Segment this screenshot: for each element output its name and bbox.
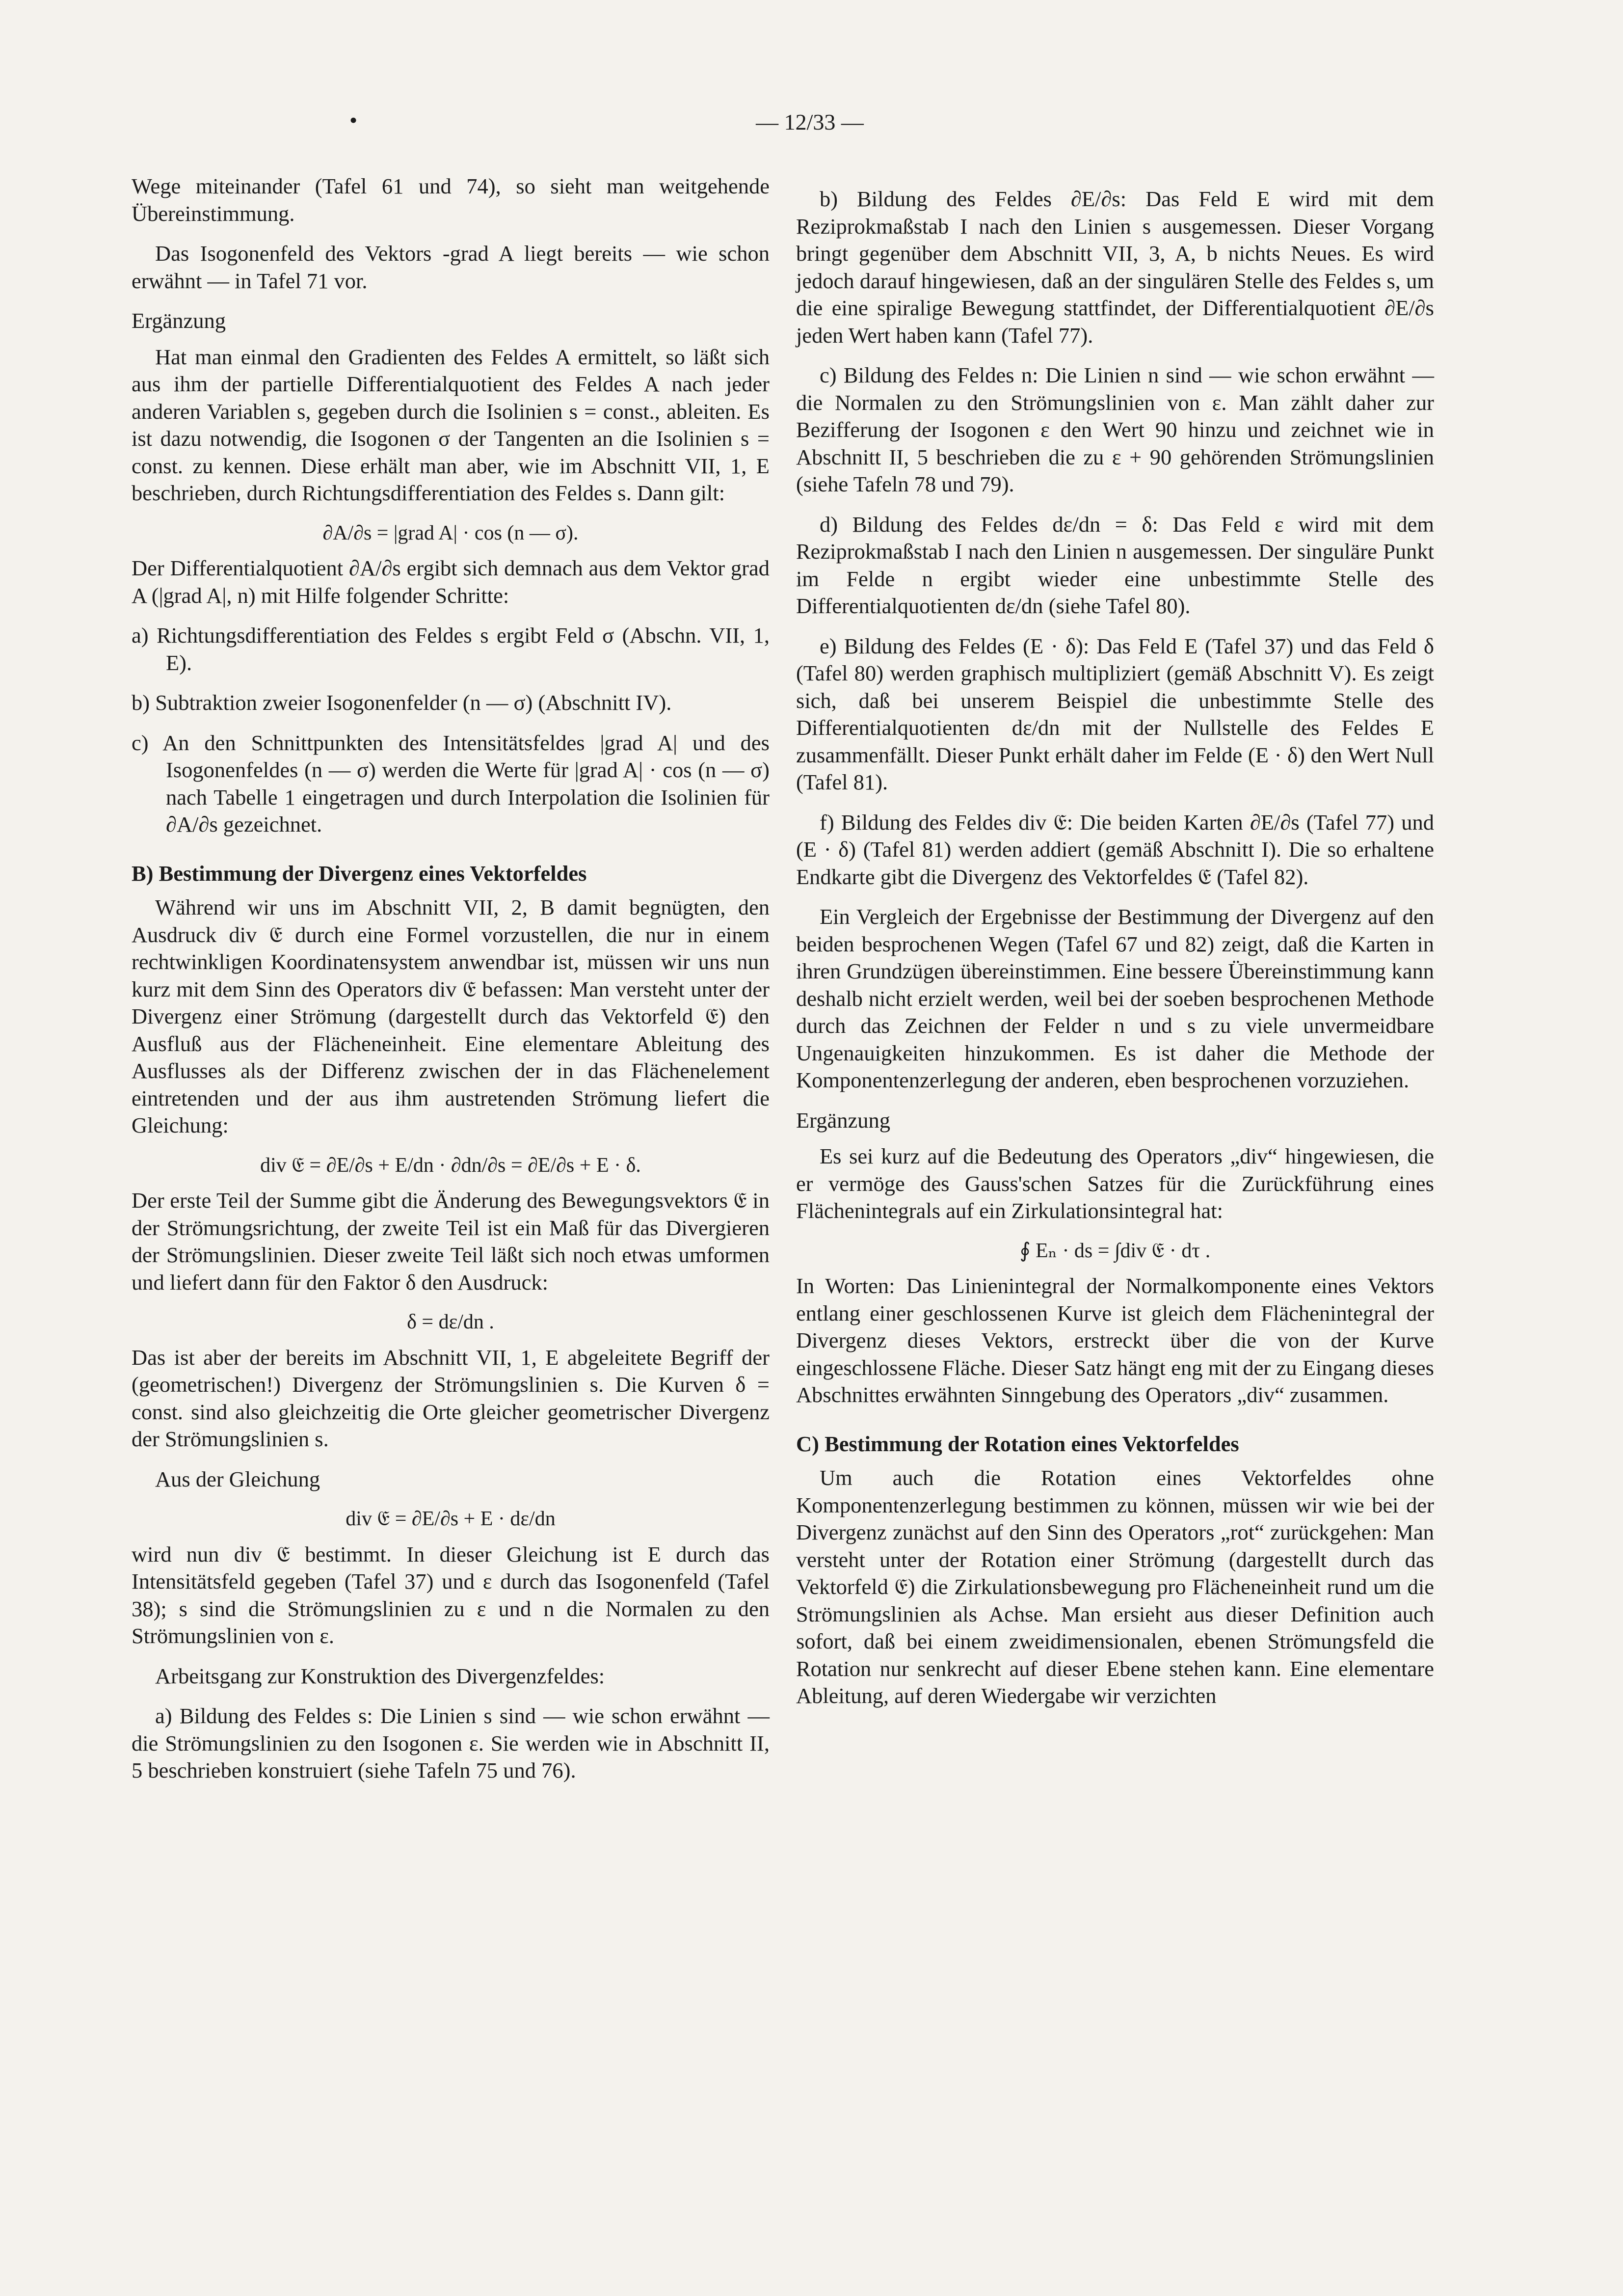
section-heading: C) Bestimmung der Rotation eines Vektorfeldes <box>796 1431 1239 1456</box>
paragraph: f) Bildung des Feldes div 𝔈: Die beiden Karten ∂E/∂s (Tafel 77) und (E · δ) (Tafel 81) werden addiert (gemäß Abschnitt I). Die so erhaltene Endkarte gibt die Divergenz des Vektorfeldes 𝔈 (Tafel 82). <box>796 810 1434 889</box>
right-column <box>796 186 1434 1723</box>
paragraph: Wege miteinander (Tafel 61 und 74), so sieht man weitgehende Übereinstimmung. <box>132 174 770 226</box>
paragraph: b) Bildung des Feldes ∂E/∂s: Das Feld E wird mit dem Reziprokmaßstab I nach den Linien s ausgemessen. Dieser Vorgang bringt gegenüber dem Abschnitt VII, 3, A, b nichts Neues. Es wird jedoch darauf hingewiesen, daß an der singulären Stelle des Feldes s, um die eine spiralige Bewegung stattfindet, der Differentialquotient ∂E/∂s jeden Wert haben kann (Tafel 77). <box>796 187 1434 348</box>
section-label: Ergänzung <box>132 308 226 333</box>
paragraph: Der Differentialquotient ∂A/∂s ergibt sich demnach aus dem Vektor grad A (|grad A|, n) mit Hilfe folgender Schritte: <box>132 556 770 608</box>
paragraph: Das Isogonenfeld des Vektors -grad A liegt bereits — wie schon erwähnt — in Tafel 71 vor. <box>132 241 770 293</box>
equation: ∮ Eₙ · ds = ∫div 𝔈 · dτ . <box>1019 1239 1211 1262</box>
page-dot: • <box>349 108 358 133</box>
paragraph: Der erste Teil der Summe gibt die Änderung des Bewegungsvektors 𝔈 in der Strömungsrichtung, der zweite Teil ist ein Maß für das Divergieren der Strömungslinien. Dieser zweite Teil läßt sich noch etwas umformen und liefert dann für den Faktor δ den Ausdruck: <box>132 1188 770 1295</box>
paragraph: wird nun div 𝔈 bestimmt. In dieser Gleichung ist E durch das Intensitätsfeld gegeben (Tafel 37) und ε durch das Isogonenfeld (Tafel 38); s sind die Strömungslinien zu ε und n die Normalen zu den Strömungslinien von ε. <box>132 1541 770 1648</box>
paragraph: c) Bildung des Feldes n: Die Linien n sind — wie schon erwähnt — die Normalen zu den Strömungslinien von ε. Man zählt daher zur Bezifferung der Isogonen ε den Wert 90 hinzu und zeichnet wie in Abschnitt II, 5 beschrieben die zu ε + 90 gehörenden Strömungslinien (siehe Tafeln 78 und 79). <box>796 363 1434 496</box>
left-column <box>132 173 770 1797</box>
section-label: Ergänzung <box>796 1107 890 1133</box>
paragraph: Arbeitsgang zur Konstruktion des Divergenzfeldes: <box>155 1663 605 1688</box>
paragraph: In Worten: Das Linienintegral der Normalkomponente eines Vektors entlang einer geschlossenen Kurve ist gleich dem Flächenintegral der Divergenz dieses Vektors, erstreckt über die von der Kurve eingeschlossene Fläche. Dieser Satz hängt eng mit der zu Eingang dieses Abschnittes erwähnten Sinngebung des Operators „div“ zusammen. <box>796 1273 1434 1407</box>
paragraph: Hat man einmal den Gradienten des Feldes A ermittelt, so läßt sich aus ihm der partielle Differentialquotient des Feldes A nach jeder anderen Variablen s, gegeben durch die Isolinien s = const., ableiten. Es ist dazu notwendig, die Isogonen σ der Tangenten an die Isolinien s = const. zu kennen. Diese erhält man aber, wie im Abschnitt VII, 1, E beschrieben, durch Richtungsdifferentiation des Feldes s. Dann gilt: <box>132 344 770 505</box>
paragraph: Ein Vergleich der Ergebnisse der Bestimmung der Divergenz auf den beiden besprochenen Wegen (Tafel 67 und 82) zeigt, daß die Karten in ihren Grundzügen übereinstimmen. Eine bessere Übereinstimmung kann deshalb nicht erzielt werden, weil bei der soeben besprochenen Methode durch das Zeichnen der Felder n und s zu viele unvermeidbare Ungenauigkeiten hinzukommen. Es ist daher die Methode der Komponentenzerlegung der anderen, eben besprochenen vorzuziehen. <box>796 904 1434 1092</box>
page-number: — 12/33 — <box>756 109 864 135</box>
list-item: b) Subtraktion zweier Isogonenfelder (n — σ) (Abschnitt IV). <box>132 690 672 715</box>
equation: div 𝔈 = ∂E/∂s + E · dε/dn <box>346 1508 556 1530</box>
section-heading: B) Bestimmung der Divergenz eines Vektorfeldes <box>132 861 587 886</box>
equation: δ = dε/dn . <box>407 1311 494 1333</box>
list-item: c) An den Schnittpunkten des Intensitätsfeldes |grad A| und des Isogonenfeldes (n — σ) werden die Werte für |grad A| · cos (n — σ) nach Tabelle 1 eingetragen und durch Interpolation die Isolinien für ∂A/∂s gezeichnet. <box>132 730 770 837</box>
paragraph: Aus der Gleichung <box>155 1466 320 1491</box>
equation: div 𝔈 = ∂E/∂s + E/dn · ∂dn/∂s = ∂E/∂s + E · δ. <box>260 1154 641 1177</box>
equation: ∂A/∂s = |grad A| · cos (n — σ). <box>322 521 579 544</box>
paragraph: Um auch die Rotation eines Vektorfeldes ohne Komponentenzerlegung bestimmen zu können, müssen wir wie bei der Divergenz zunächst auf den Sinn des Operators „rot“ zurückgehen: Man versteht unter der Rotation einer Strömung (dargestellt durch das Vektorfeld 𝔈) die Zirkulationsbewegung pro Flächeneinheit rund um die Strömungslinien als Achse. Man ersieht aus dieser Definition auch sofort, daß bei einem zweidimensionalen, ebenen Strömungsfeld die Rotation nur senkrecht auf dieser Ebene stehen kann. Eine elementare Ableitung, auf deren Wiedergabe wir verzichten <box>796 1465 1434 1708</box>
paragraph: Während wir uns im Abschnitt VII, 2, B damit begnügten, den Ausdruck div 𝔈 durch eine Formel vorzustellen, die nur in einem rechtwinkligen Koordinatensystem anwendbar ist, müssen wir uns nun kurz mit dem Sinn des Operators div 𝔈 befassen: Man versteht unter der Divergenz einer Strömung (dargestellt durch das Vektorfeld 𝔈) den Ausfluß aus der Flächeneinheit. Eine elementare Ableitung des Ausflusses als der Differenz zwischen der in das Flächenelement eintretenden und der aus ihm austretenden Strömung liefert die Gleichung: <box>132 895 770 1137</box>
paragraph: a) Bildung des Feldes s: Die Linien s sind — wie schon erwähnt — die Strömungslinien zu den Isogonen ε. Sie werden wie in Abschnitt II, 5 beschrieben konstruiert (siehe Tafeln 75 und 76). <box>132 1703 770 1783</box>
list-item: a) Richtungsdifferentiation des Feldes s ergibt Feld σ (Abschn. VII, 1, E). <box>132 623 770 675</box>
paragraph: e) Bildung des Feldes (E · δ): Das Feld E (Tafel 37) und das Feld δ (Tafel 80) werden graphisch multipliziert (gemäß Abschnitt V). Es zeigt sich, daß bei unserem Beispiel die unbestimmte Stelle des Differentialquotienten dε/dn mit der Nullstelle des Feldes E zusammenfällt. Dieser Punkt erhält daher im Felde (E · δ) den Wert Null (Tafel 81). <box>796 633 1434 794</box>
paragraph: d) Bildung des Feldes dε/dn = δ: Das Feld ε wird mit dem Reziprokmaßstab I nach den Linien n ausgemessen. Der singuläre Punkt im Felde n ergibt wieder eine unbestimmte Stelle des Differentialquotienten dε/dn (siehe Tafel 80). <box>796 512 1434 618</box>
paragraph: Es sei kurz auf die Bedeutung des Operators „div“ hingewiesen, die er vermöge des Gauss'schen Satzes für die Zurückführung eines Flächenintegrals auf ein Zirkulationsintegral hat: <box>796 1144 1434 1223</box>
paragraph: Das ist aber der bereits im Abschnitt VII, 1, E abgeleitete Begriff der (geometrischen!) Divergenz der Strömungslinien s. Die Kurven δ = const. sind also gleichzeitig die Orte gleicher geometrischer Divergenz der Strömungslinien s. <box>132 1345 770 1451</box>
